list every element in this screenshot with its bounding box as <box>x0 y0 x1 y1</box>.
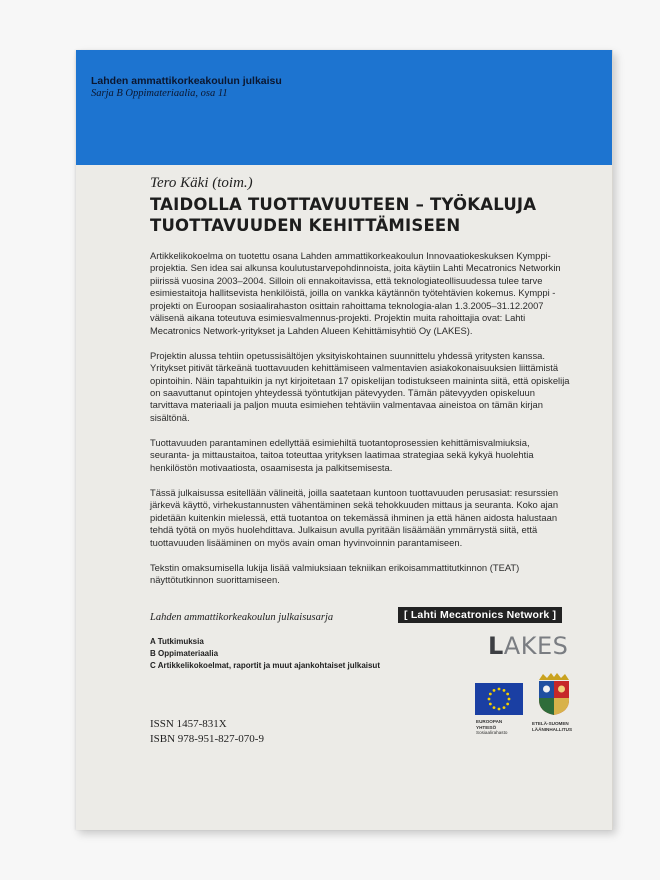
footer-series-label: Lahden ammattikorkeakoulun julkaisusarja <box>150 612 334 623</box>
blurb-paragraph: Tekstin omaksumisella lukija lisää valmiuksiaan tekniikan erikoisammattitutkinnon (TEAT) näyttötutkinnon suorittamiseen. <box>150 561 520 585</box>
eu-star <box>506 703 509 706</box>
blurb-paragraph: Tuottavuuden parantaminen edellyttää esimiehiltä tuotantoprosessien kehittämisvalmiuksia, seuranta- ja mittaustaitoa, taitoa toteuttaa yrityksen laatimaa strategiaa sekä kykyä huolehtia henkilöstön motivaatiosta, osaamisesta ja palkitsemisesta. <box>150 436 534 473</box>
lakes-logo: LAKES <box>488 632 569 660</box>
eu-star <box>498 688 501 691</box>
eu-caption <box>476 719 532 736</box>
province-caption <box>532 721 592 732</box>
eu-star <box>508 698 511 701</box>
eu-star <box>503 706 506 709</box>
eu-star <box>488 698 491 701</box>
eu-caption-line: Sosiaalirahasto <box>476 730 508 735</box>
blurb-paragraph: Projektin alussa tehtiin opetussisältöjen yksityiskohtainen suunnittelu yhdessä yritysten kanssa. Yritykset pitivät tärkeänä tuottavuuden kehittämiseen valmentavien asiakokonaisuuksien liittämistä opintoihin. Näin tapahtuikin ja nyt kirjoitetaan 17 opiskelijan todistukseen maininta siitä, että opiskelija on saavuttanut opintojen yhteydessä työntutkijan pätevyyden. Tämän pätevyyden opiskeluun tarvittava materiaali ja paljon muuta esimiehen tehtäviin valmentavaa aineistoa on tämän kirjan sisältönä. <box>150 349 570 423</box>
province-caption-line: LÄÄNINHALLITUS <box>532 726 573 732</box>
book-title <box>150 194 570 236</box>
book-editor: Tero Käki (toim.) <box>150 175 253 191</box>
blue-header-band <box>76 50 612 165</box>
province-crest-icon <box>537 672 571 716</box>
eu-star <box>506 693 509 696</box>
publication-series-subtitle: Sarja B Oppimateriaalia, osa 11 <box>91 88 228 99</box>
eu-star <box>489 693 492 696</box>
eu-star <box>498 708 501 711</box>
eu-caption-line: YHTEISÖ <box>476 724 497 730</box>
series-category: C Artikkelikokoelmat, raportit ja muut ajankohtaiset julkaisut <box>150 661 380 670</box>
blurb-text <box>150 250 570 599</box>
eu-caption-line: EUROOPAN <box>476 719 503 724</box>
series-category-list <box>150 636 380 672</box>
book-title-line: TUOTTAVUUDEN KEHITTÄMISEEN <box>150 216 461 235</box>
eu-flag-icon <box>475 683 523 715</box>
series-category: A Tutkimuksia <box>150 637 204 646</box>
isbn: ISBN 978-951-827-070-9 <box>150 733 264 745</box>
series-category: B Oppimateriaalia <box>150 649 219 658</box>
eu-star <box>489 703 492 706</box>
eu-star <box>503 689 506 692</box>
identifiers <box>150 717 264 747</box>
eu-star <box>493 706 496 709</box>
book-title-line: TAIDOLLA TUOTTAVUUTEEN – TYÖKALUJA <box>150 195 537 214</box>
eu-star <box>493 689 496 692</box>
lahti-mecatronics-network-logo: [ Lahti Mecatronics Network ] <box>398 607 562 623</box>
publication-series-name: Lahden ammattikorkeakoulun julkaisu <box>91 75 282 87</box>
blurb-paragraph: Artikkelikokoelma on tuotettu osana Lahden ammattikorkeakoulun Innovaatiokeskuksen Kymppi-projektia. Sen idea sai alkunsa koulutustarvepohdinnoista, joita käytiin Lahti Mecatronics Networkin piirissä vuosina 2003–2004. Silloin oli ennakoitavissa, että teknologiateollisuudessa tulee tarve esimiestaitoja hallitsevista henkilöistä, joilla on vankka käytännön työtehtävien kokemus. Kymppi -projekti on Euroopan sosiaalirahaston osittain rahoittama teknologia-alan 1.3.2005–31.12.2007 välisenä aikana toteutuva esimiesvalmennus-projekti. Projektin muita rahoittajia ovat: Lahti Mecatronics Network-yritykset ja Lahden Alueen Kehittämisyhtiö Oy (LAKES). <box>150 250 561 336</box>
province-caption-line: ETELÄ-SUOMEN <box>532 721 569 726</box>
blurb-paragraph: Tässä julkaisussa esitellään välineitä, joilla saatetaan kuntoon tuottavuuden perusasiat: resurssien järkevä käyttö, virhekustannusten vähentäminen sekä tehokkuuden mittaus ja seuranta. Koko ajan pidetään kuitenkin mielessä, että tuotantoa on tekemässä ihminen ja että hänen aidosta halustaan tehdä työtä on myös huolehdittava. Julkaisun avulla pyritään lisäämään ymmärrystä siitä, että tuottavuuden lisääminen on myös avain oman hyvinvoinnin parantamiseen. <box>150 486 559 548</box>
issn: ISSN 1457-831X <box>150 718 227 730</box>
